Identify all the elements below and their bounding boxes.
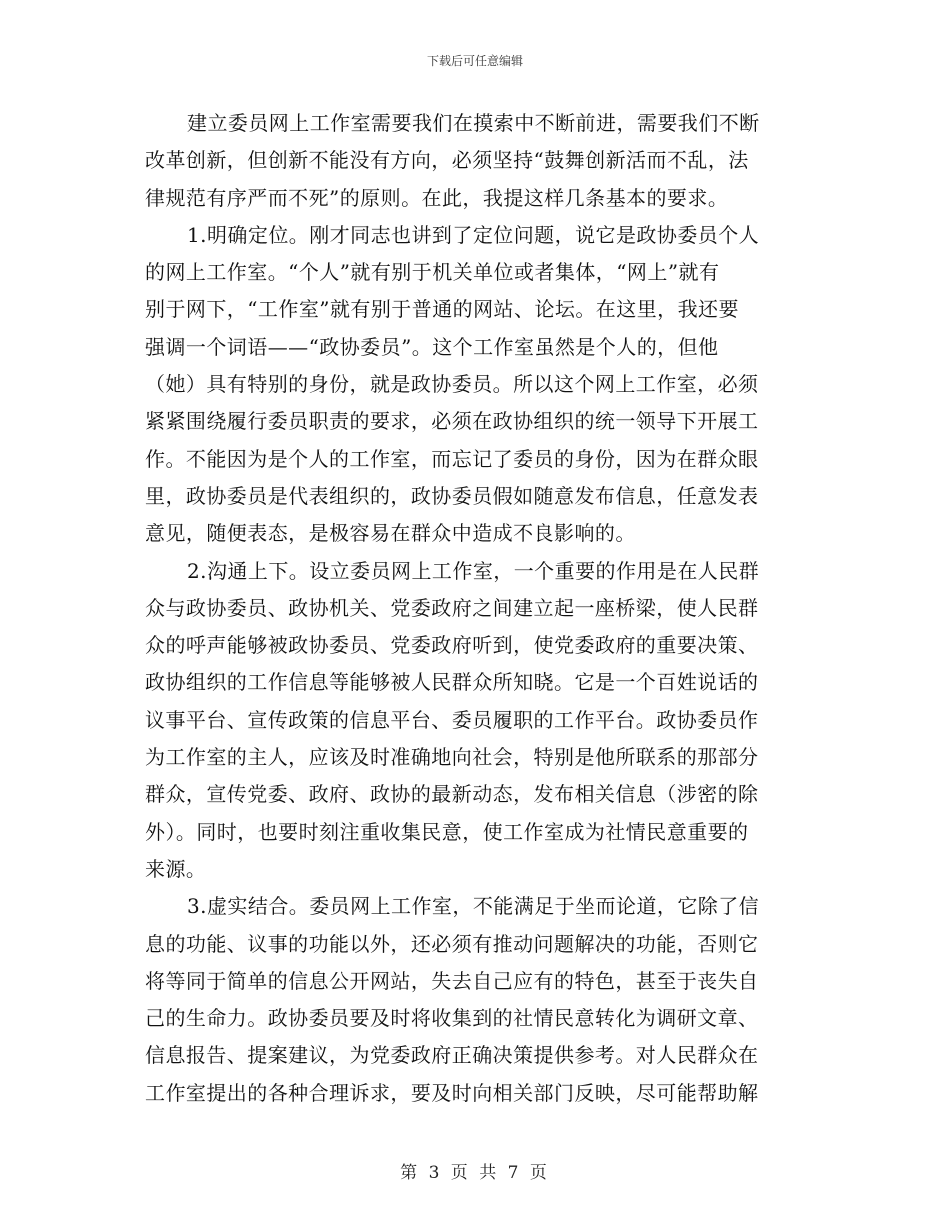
- text-line: 工作室提出的各种合理诉求，要及时向相关部门反映，尽可能帮助解: [145, 1080, 759, 1105]
- text-line: 强调一个词语——“政协委员”。这个工作室虽然是个人的，但他: [145, 334, 719, 359]
- page-header: 下载后可任意编辑: [426, 54, 523, 68]
- text-line: 将等同于简单的信息公开网站，失去自己应有的特色，甚至于丧失自: [145, 968, 759, 993]
- text-line: 众与政协委员、政协机关、党委政府之间建立起一座桥梁，使人民群: [145, 595, 759, 620]
- text-line: 作。不能因为是个人的工作室，而忘记了委员的身份，因为在群众眼: [145, 446, 759, 471]
- text-line: 建立委员网上工作室需要我们在摸索中不断前进，需要我们不断: [187, 111, 760, 135]
- text-line: 来源。: [145, 856, 207, 881]
- text-line: 紧紧围绕履行委员职责的要求，必须在政协组织的统一领导下开展工: [145, 409, 759, 434]
- text-line: 3.虚实结合。委员网上工作室，不能满足于坐而论道，它除了信: [187, 894, 760, 919]
- text-line: 改革创新，但创新不能没有方向，必须坚持“鼓舞创新活而不乱，法: [145, 148, 749, 173]
- text-line: 议事平台、宣传政策的信息平台、委员履职的工作平台。政协委员作: [145, 707, 759, 732]
- text-line: 政协组织的工作信息等能够被人民群众所知晓。它是一个百姓说话的: [145, 670, 759, 695]
- text-line: 律规范有序严而不死”的原则。在此，我提这样几条基本的要求。: [145, 185, 729, 210]
- document-body: [145, 105, 800, 1112]
- text-line: 别于网下，“工作室”就有别于普通的网站、论坛。在这里，我还要: [145, 297, 739, 322]
- page-number-footer: 第 3 页 共 7 页: [400, 1163, 550, 1183]
- text-line: 2.沟通上下。设立委员网上工作室，一个重要的作用是在人民群: [187, 558, 760, 583]
- text-line: 为工作室的主人，应该及时准确地向社会，特别是他所联系的那部分: [145, 745, 759, 770]
- text-line: 信息报告、提案建议，为党委政府正确决策提供参考。对人民群众在: [145, 1043, 759, 1068]
- text-line: 外）。同时，也要时刻注重收集民意，使工作室成为社情民意重要的: [145, 819, 749, 844]
- text-line: 群众，宣传党委、政府、政协的最新动态，发布相关信息（涉密的除: [145, 782, 759, 807]
- text-line: 众的呼声能够被政协委员、党委政府听到，使党委政府的重要决策、: [145, 633, 759, 658]
- text-line: 息的功能、议事的功能以外，还必须有推动问题解决的功能，否则它: [145, 931, 759, 956]
- text-line: 的网上工作室。“个人”就有别于机关单位或者集体，“网上”就有: [145, 260, 720, 285]
- text-line: 里，政协委员是代表组织的，政协委员假如随意发布信息，任意发表: [145, 483, 759, 508]
- text-line: 1.明确定位。刚才同志也讲到了定位问题，说它是政协委员个人: [187, 222, 760, 247]
- text-line: 己的生命力。政协委员要及时将收集到的社情民意转化为调研文章、: [145, 1006, 759, 1031]
- text-line: （她）具有特别的身份，就是政协委员。所以这个网上工作室，必须: [145, 372, 759, 397]
- text-line: 意见，随便表态，是极容易在群众中造成不良影响的。: [145, 521, 636, 546]
